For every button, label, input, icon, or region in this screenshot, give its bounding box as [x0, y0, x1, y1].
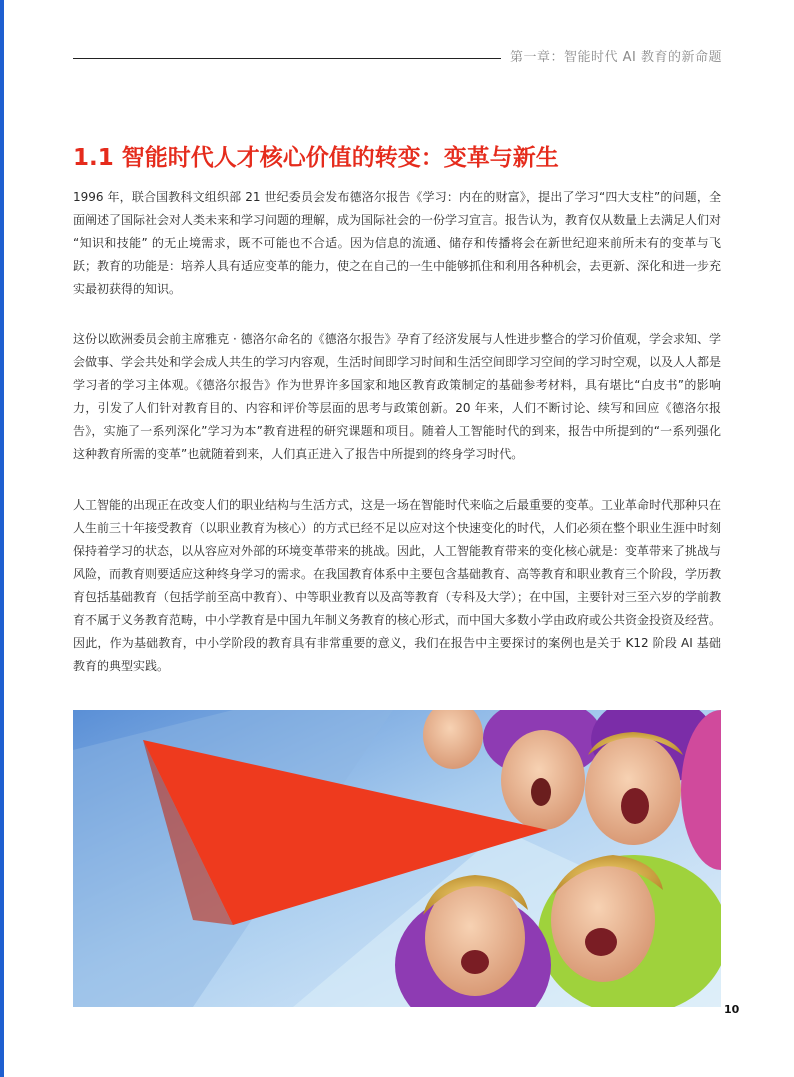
section-title: 1.1 智能时代人才核心价值的转变：变革与新生	[73, 145, 559, 172]
paragraph-1: 1996 年，联合国教科文组织部 21 世纪委员会发布德洛尔报告《学习：内在的财富》，提出了学习“四大支柱”的问题，全面阐述了国际社会对人类未来和学习问题的理解，成为国际社会的一份学习宣言。报告认为，教育仅从数量上去满足人们对 “知识和技能” 的无止境需求，既不可能也不合适。因为信息的流通、储存和传播将会在新世纪迎来前所未有的变革与飞跃；教育的功能是：培养人具有适应变革的能力，使之在自己的一生中能够抓住和利用各种机会，去更新、深化和进一步充实最初获得的知识。	[73, 190, 722, 296]
chapter-header: 第一章：智能时代 AI 教育的新命题	[510, 50, 722, 65]
page-edge-stripe	[0, 0, 4, 1077]
children-photo-illustration	[73, 710, 721, 1007]
paragraph-3: 人工智能的出现正在改变人们的职业结构与生活方式，这是一场在智能时代来临之后最重要的变革。工业革命时代那种只在人生前三十年接受教育（以职业教育为核心）的方式已经不足以应对这个快速变化的时代，人们必须在整个职业生涯中时刻保持着学习的状态，以从容应对外部的环境变革带来的挑战。因此，人工智能教育带来的变化核心就是：变革带来了挑战与风险，而教育则要适应这种终身学习的需求。在我国教育体系中主要包含基础教育、高等教育和职业教育三个阶段，学历教育包括基础教育（包括学前至高中教育）、中等职业教育以及高等教育（专科及大学）；在中国，主要针对三至六岁的学前教育不属于义务教育范畴，中小学教育是中国九年制义务教育的核心形式，而中国大多数小学由政府或公共资金投资及经营。因此，作为基础教育，中小学阶段的教育具有非常重要的意义，我们在报告中主要探讨的案例也是关于 K12 阶段 AI 基础教育的典型实践。	[73, 498, 722, 673]
header-rule	[73, 58, 501, 59]
children-photo	[73, 710, 721, 1007]
page-number: 10	[724, 1003, 740, 1016]
paragraph-2: 这份以欧洲委员会前主席雅克 · 德洛尔命名的《德洛尔报告》孕育了经济发展与人性进步整合的学习价值观，学会求知、学会做事、学会共处和学会成人共生的学习内容观，生活时间即学习时间和生活空间即学习空间的学习时空观，以及人人都是学习者的学习主体观。《德洛尔报告》作为世界许多国家和地区教育政策制定的基础参考材料，具有堪比“白皮书”的影响力，引发了人们针对教育目的、内容和评价等层面的思考与政策创新。20 年来，人们不断讨论、续写和回应《德洛尔报告》，实施了一系列深化”学习为本”教育进程的研究课题和项目。随着人工智能时代的到来，报告中所提到的“一系列强化这种教育所需的变革”也就随着到来，人们真正进入了报告中所提到的终身学习时代。	[73, 332, 722, 461]
